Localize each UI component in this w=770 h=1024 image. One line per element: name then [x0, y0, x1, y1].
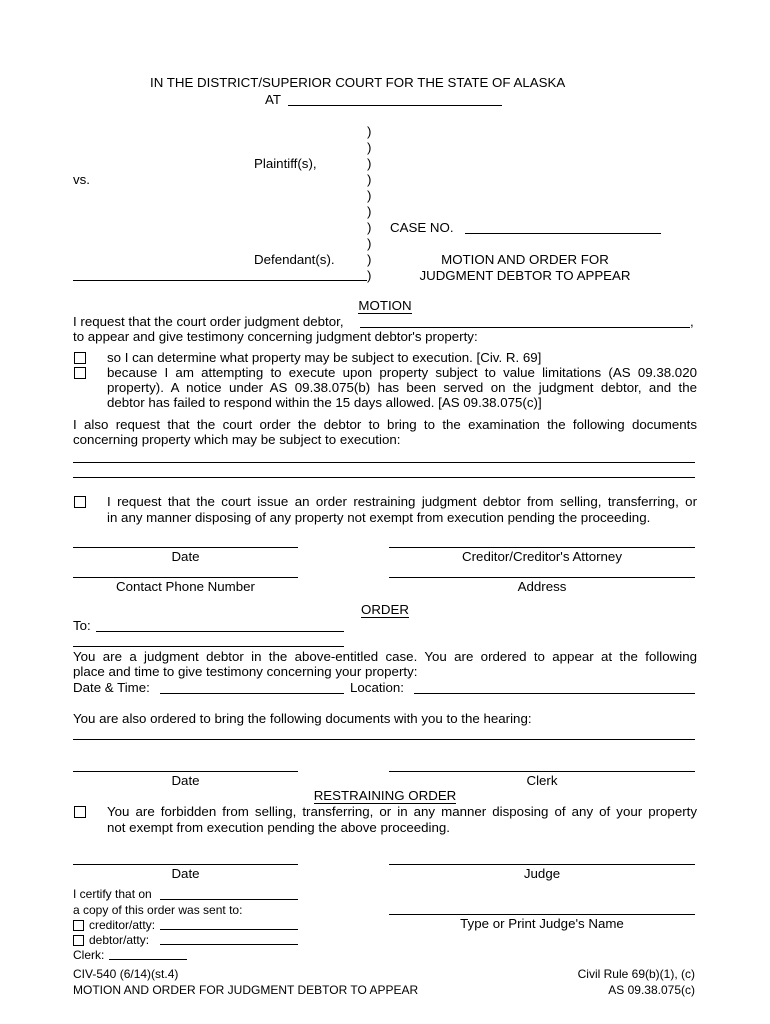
at-location-field[interactable] — [288, 105, 502, 106]
documents-request-2: concerning property which may be subject to execution: — [73, 432, 401, 447]
clerk-initials-field[interactable] — [109, 959, 187, 960]
bring-documents-text: You are also ordered to bring the following documents with you to the hearing: — [73, 711, 532, 726]
motion-heading: MOTION — [358, 298, 412, 313]
clerk-label: Clerk — [526, 773, 558, 788]
option1-checkbox[interactable] — [74, 352, 86, 364]
debtor-copy-field[interactable] — [160, 944, 298, 945]
order-date-field[interactable] — [73, 771, 298, 772]
to-label: To: — [73, 618, 91, 633]
option2-text-2: property). A notice under AS 09.38.075(b) has been served on the judgment debtor, and the — [107, 380, 697, 395]
restraining-date-field[interactable] — [73, 864, 298, 865]
copy-sent-label: a copy of this order was sent to: — [73, 903, 243, 917]
comma: , — [690, 314, 694, 329]
clerk-signature-field[interactable] — [389, 771, 695, 772]
hearing-documents-field[interactable] — [73, 739, 695, 740]
creditor-signature-field[interactable] — [389, 547, 695, 548]
creditor-copy-checkbox[interactable] — [73, 920, 84, 931]
caption-paren: ) — [367, 188, 372, 203]
creditor-label: Creditor/Creditor's Attorney — [462, 549, 622, 564]
option2-text-1: because I am attempting to execute upon property subject to value limitations (AS 09.38.020 — [107, 365, 697, 380]
option1-text: so I can determine what property may be subject to execution. [Civ. R. 69] — [107, 350, 542, 365]
statute-reference: AS 09.38.075(c) — [608, 983, 695, 997]
restraining-text-1: You are forbidden from selling, transferring, or in any manner disposing of any of your property — [107, 804, 697, 819]
form-id: CIV-540 (6/14)(st.4) — [73, 967, 179, 981]
phone-field[interactable] — [73, 577, 298, 578]
certify-label: I certify that on — [73, 887, 152, 901]
judge-signature-field[interactable] — [389, 864, 695, 865]
restraining-order-checkbox[interactable] — [74, 806, 86, 818]
case-no-label: CASE NO. — [390, 220, 454, 235]
phone-label: Contact Phone Number — [116, 579, 255, 594]
to-field[interactable] — [96, 631, 344, 632]
address-label: Address — [517, 579, 567, 594]
motion-date-field[interactable] — [73, 547, 298, 548]
restrain-request-1: I request that the court issue an order restraining judgment debtor from selling, transferring, or — [107, 494, 697, 509]
footer-form-title: MOTION AND ORDER FOR JUDGMENT DEBTOR TO APPEAR — [73, 983, 419, 997]
court-heading: IN THE DISTRICT/SUPERIOR COURT FOR THE STATE OF ALASKA — [150, 75, 566, 90]
caption-paren: ) — [367, 156, 372, 171]
to-field-2[interactable] — [73, 646, 344, 647]
defendant-name-field[interactable] — [73, 280, 367, 281]
restrain-request-checkbox[interactable] — [74, 496, 86, 508]
restraining-text-2: not exempt from execution pending the above proceeding. — [107, 820, 450, 835]
judge-label: Judge — [523, 866, 561, 881]
address-field[interactable] — [389, 577, 695, 578]
restraining-heading: RESTRAINING ORDER — [313, 788, 457, 803]
restraining-date-label: Date — [171, 866, 200, 881]
certify-date-field[interactable] — [160, 899, 298, 900]
documents-request-1: I also request that the court order the debtor to bring to the examination the following documents — [73, 417, 697, 432]
order-heading: ORDER — [360, 602, 410, 617]
caption-paren: ) — [367, 172, 372, 187]
clerk-initials-label: Clerk: — [73, 948, 105, 962]
restrain-request-2: in any manner disposing of any property not exempt from execution pending the proceeding. — [107, 510, 651, 525]
motion-request-text: I request that the court order judgment debtor, — [73, 314, 344, 329]
defendant-label: Defendant(s). — [254, 252, 335, 267]
form-title-line1: MOTION AND ORDER FOR — [441, 252, 609, 267]
rule-reference: Civil Rule 69(b)(1), (c) — [577, 967, 695, 981]
caption-paren: ) — [367, 252, 372, 267]
form-title-line2: JUDGMENT DEBTOR TO APPEAR — [419, 268, 631, 283]
case-no-field[interactable] — [465, 233, 661, 234]
debtor-copy-label: debtor/atty: — [89, 933, 150, 947]
judge-name-label: Type or Print Judge's Name — [460, 916, 624, 931]
caption-paren: ) — [367, 236, 372, 251]
option2-text-3: debtor has failed to respond within the 15 days allowed. [AS 09.38.075(c)] — [107, 395, 542, 410]
documents-field-2[interactable] — [73, 477, 695, 478]
debtor-copy-checkbox[interactable] — [73, 935, 84, 946]
location-field[interactable] — [414, 693, 695, 694]
documents-field-1[interactable] — [73, 462, 695, 463]
caption-paren: ) — [367, 124, 372, 139]
caption-paren: ) — [367, 204, 372, 219]
datetime-field[interactable] — [160, 693, 344, 694]
caption-paren: ) — [367, 268, 372, 283]
at-label: AT — [265, 92, 282, 107]
judge-name-field[interactable] — [389, 914, 695, 915]
order-date-label: Date — [171, 773, 200, 788]
judgment-debtor-field[interactable] — [360, 327, 690, 328]
plaintiff-label: Plaintiff(s), — [254, 156, 317, 171]
location-label: Location: — [350, 680, 404, 695]
order-text-2: place and time to give testimony concerning your property: — [73, 664, 418, 679]
creditor-copy-label: creditor/atty: — [89, 918, 156, 932]
creditor-copy-field[interactable] — [160, 929, 298, 930]
motion-date-label: Date — [171, 549, 200, 564]
vs-label: vs. — [73, 172, 90, 187]
motion-request-text-2: to appear and give testimony concerning judgment debtor's property: — [73, 329, 478, 344]
caption-paren: ) — [367, 220, 372, 235]
order-text-1: You are a judgment debtor in the above-entitled case. You are ordered to appear at the following — [73, 649, 697, 664]
option2-checkbox[interactable] — [74, 367, 86, 379]
caption-paren: ) — [367, 140, 372, 155]
datetime-label: Date & Time: — [73, 680, 150, 695]
